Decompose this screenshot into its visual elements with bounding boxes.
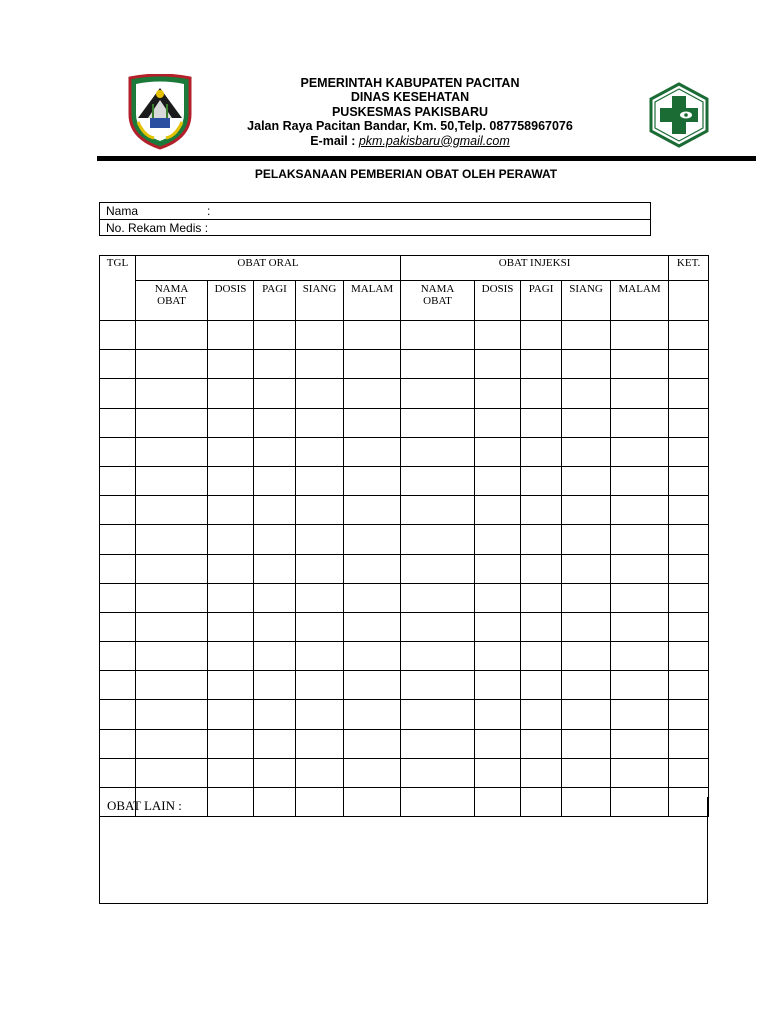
patient-info-box <box>99 202 651 236</box>
table-cell[interactable] <box>562 466 611 495</box>
table-cell[interactable] <box>611 496 669 525</box>
table-cell[interactable] <box>344 729 401 758</box>
table-cell[interactable] <box>100 379 136 408</box>
table-cell[interactable] <box>208 525 254 554</box>
table-cell[interactable] <box>401 583 475 612</box>
table-cell[interactable] <box>100 554 136 583</box>
table-cell[interactable] <box>611 612 669 641</box>
table-cell[interactable] <box>254 671 296 700</box>
email-label: E-mail : <box>310 133 359 148</box>
table-cell[interactable] <box>136 379 208 408</box>
table-cell[interactable] <box>669 321 709 350</box>
table-cell[interactable] <box>611 321 669 350</box>
table-cell[interactable] <box>521 525 562 554</box>
table-cell[interactable] <box>562 379 611 408</box>
table-cell[interactable] <box>208 408 254 437</box>
table-cell[interactable] <box>136 408 208 437</box>
table-row <box>100 612 709 641</box>
table-row <box>100 700 709 729</box>
table-cell[interactable] <box>475 408 521 437</box>
table-cell[interactable] <box>475 554 521 583</box>
table-cell[interactable] <box>208 729 254 758</box>
table-cell[interactable] <box>296 525 344 554</box>
table-cell[interactable] <box>344 437 401 466</box>
table-cell[interactable] <box>521 729 562 758</box>
table-cell[interactable] <box>208 671 254 700</box>
obat-lain-box[interactable] <box>99 797 708 904</box>
table-row <box>100 496 709 525</box>
header-email-line <box>200 134 620 148</box>
table-cell[interactable] <box>475 350 521 379</box>
table-cell[interactable] <box>136 612 208 641</box>
table-cell[interactable] <box>254 583 296 612</box>
table-cell[interactable] <box>669 525 709 554</box>
header-address: Jalan Raya Pacitan Bandar, Km. 50,Telp. 087758967076 <box>247 119 573 134</box>
kabupaten-emblem-icon <box>124 74 196 150</box>
table-cell[interactable] <box>296 642 344 671</box>
table-cell[interactable] <box>208 554 254 583</box>
header-department: DINAS KESEHATAN <box>350 90 470 105</box>
table-cell[interactable] <box>136 671 208 700</box>
table-cell[interactable] <box>669 612 709 641</box>
table-cell[interactable] <box>611 466 669 495</box>
table-cell[interactable] <box>296 554 344 583</box>
table-cell[interactable] <box>401 612 475 641</box>
table-cell[interactable] <box>254 700 296 729</box>
table-cell[interactable] <box>521 700 562 729</box>
table-cell[interactable] <box>296 321 344 350</box>
table-cell[interactable] <box>611 408 669 437</box>
table-cell[interactable] <box>296 758 344 787</box>
table-cell[interactable] <box>669 466 709 495</box>
table-cell[interactable] <box>562 758 611 787</box>
header-puskesmas: PUSKESMAS PAKISBARU <box>331 104 489 119</box>
table-cell[interactable] <box>401 496 475 525</box>
tgl-header: TGL <box>100 256 136 321</box>
table-cell[interactable] <box>100 321 136 350</box>
table-cell[interactable] <box>562 408 611 437</box>
table-cell[interactable] <box>344 350 401 379</box>
table-row <box>100 408 709 437</box>
table-cell[interactable] <box>100 758 136 787</box>
table-cell[interactable] <box>254 554 296 583</box>
puskesmas-cross-icon <box>646 82 712 148</box>
table-row <box>100 758 709 787</box>
table-cell[interactable] <box>521 437 562 466</box>
rekam-medis-row <box>100 219 650 236</box>
table-cell[interactable] <box>521 379 562 408</box>
table-cell[interactable] <box>669 700 709 729</box>
oral-siang-header: SIANG <box>296 281 344 321</box>
table-cell[interactable] <box>475 758 521 787</box>
table-cell[interactable] <box>344 408 401 437</box>
table-cell[interactable] <box>254 408 296 437</box>
table-cell[interactable] <box>296 671 344 700</box>
table-cell[interactable] <box>401 408 475 437</box>
table-cell[interactable] <box>296 379 344 408</box>
table-row <box>100 525 709 554</box>
table-cell[interactable] <box>475 642 521 671</box>
oral-malam-header: MALAM <box>344 281 401 321</box>
table-cell[interactable] <box>100 671 136 700</box>
table-cell[interactable] <box>254 642 296 671</box>
table-cell[interactable] <box>296 700 344 729</box>
injeksi-nama-obat-header: NAMA OBAT <box>401 281 475 321</box>
table-row <box>100 642 709 671</box>
table-cell[interactable] <box>562 583 611 612</box>
table-cell[interactable] <box>344 554 401 583</box>
obat-oral-header: OBAT ORAL <box>136 256 401 281</box>
table-cell[interactable] <box>100 642 136 671</box>
table-cell[interactable] <box>401 758 475 787</box>
table-cell[interactable] <box>611 437 669 466</box>
header-government: PEMERINTAH KABUPATEN PACITAN <box>300 76 520 90</box>
table-cell[interactable] <box>401 671 475 700</box>
table-cell[interactable] <box>296 408 344 437</box>
table-cell[interactable] <box>401 700 475 729</box>
table-cell[interactable] <box>611 642 669 671</box>
ket-header: KET. <box>669 256 709 281</box>
table-cell[interactable] <box>344 496 401 525</box>
table-cell[interactable] <box>521 642 562 671</box>
table-cell[interactable] <box>100 729 136 758</box>
table-cell[interactable] <box>136 729 208 758</box>
table-cell[interactable] <box>521 612 562 641</box>
table-cell[interactable] <box>254 612 296 641</box>
table-cell[interactable] <box>562 612 611 641</box>
table-cell[interactable] <box>254 350 296 379</box>
table-cell[interactable] <box>254 466 296 495</box>
table-cell[interactable] <box>344 642 401 671</box>
table-cell[interactable] <box>611 729 669 758</box>
table-cell[interactable] <box>208 583 254 612</box>
table-row <box>100 729 709 758</box>
table-cell[interactable] <box>254 729 296 758</box>
table-cell[interactable] <box>208 642 254 671</box>
table-cell[interactable] <box>611 583 669 612</box>
table-cell[interactable] <box>669 496 709 525</box>
table-cell[interactable] <box>254 496 296 525</box>
table-cell[interactable] <box>521 466 562 495</box>
table-cell[interactable] <box>521 583 562 612</box>
table-cell[interactable] <box>254 379 296 408</box>
table-cell[interactable] <box>562 729 611 758</box>
table-cell[interactable] <box>100 437 136 466</box>
table-cell[interactable] <box>344 700 401 729</box>
table-cell[interactable] <box>254 525 296 554</box>
injeksi-pagi-header: PAGI <box>521 281 562 321</box>
table-cell[interactable] <box>401 321 475 350</box>
table-cell[interactable] <box>136 642 208 671</box>
nama-label: Nama <box>106 204 139 218</box>
table-cell[interactable] <box>521 554 562 583</box>
table-cell[interactable] <box>401 554 475 583</box>
table-cell[interactable] <box>669 437 709 466</box>
table-cell[interactable] <box>562 350 611 379</box>
table-cell[interactable] <box>669 554 709 583</box>
table-cell[interactable] <box>475 729 521 758</box>
table-cell[interactable] <box>562 496 611 525</box>
table-cell[interactable] <box>401 642 475 671</box>
table-cell[interactable] <box>401 437 475 466</box>
table-cell[interactable] <box>208 466 254 495</box>
table-cell[interactable] <box>208 700 254 729</box>
table-cell[interactable] <box>475 437 521 466</box>
table-cell[interactable] <box>475 700 521 729</box>
table-cell[interactable] <box>254 321 296 350</box>
table-row <box>100 671 709 700</box>
obat-lain-label: OBAT LAIN : <box>107 798 182 813</box>
table-cell[interactable] <box>344 379 401 408</box>
nama-row <box>100 203 650 219</box>
table-cell[interactable] <box>344 758 401 787</box>
injeksi-siang-header: SIANG <box>562 281 611 321</box>
table-cell[interactable] <box>100 525 136 554</box>
table-cell[interactable] <box>562 554 611 583</box>
table-cell[interactable] <box>611 700 669 729</box>
email-link[interactable]: pkm.pakisbaru@gmail.com <box>358 133 510 148</box>
table-cell[interactable] <box>208 379 254 408</box>
table-cell[interactable] <box>521 671 562 700</box>
table-cell[interactable] <box>296 729 344 758</box>
table-row <box>100 379 709 408</box>
oral-pagi-header: PAGI <box>254 281 296 321</box>
table-cell[interactable] <box>401 466 475 495</box>
table-cell[interactable] <box>401 525 475 554</box>
table-cell[interactable] <box>611 671 669 700</box>
table-cell[interactable] <box>669 583 709 612</box>
table-cell[interactable] <box>344 321 401 350</box>
table-cell[interactable] <box>669 729 709 758</box>
table-cell[interactable] <box>611 758 669 787</box>
rekam-medis-label: No. Rekam Medis : <box>106 221 209 235</box>
table-row <box>100 554 709 583</box>
table-cell[interactable] <box>136 583 208 612</box>
table-cell[interactable] <box>475 379 521 408</box>
table-cell[interactable] <box>521 496 562 525</box>
oral-nama-obat-header: NAMA OBAT <box>136 281 208 321</box>
table-cell[interactable] <box>136 350 208 379</box>
table-cell[interactable] <box>208 437 254 466</box>
table-cell[interactable] <box>669 671 709 700</box>
table-cell[interactable] <box>475 612 521 641</box>
table-cell[interactable] <box>562 642 611 671</box>
table-cell[interactable] <box>296 583 344 612</box>
table-cell[interactable] <box>344 466 401 495</box>
table-row <box>100 321 709 350</box>
table-cell[interactable] <box>611 525 669 554</box>
table-row <box>100 350 709 379</box>
table-cell[interactable] <box>669 642 709 671</box>
table-cell[interactable] <box>401 729 475 758</box>
document-title: PELAKSANAAN PEMBERIAN OBAT OLEH PERAWAT <box>254 167 558 181</box>
table-cell[interactable] <box>100 700 136 729</box>
table-cell[interactable] <box>475 583 521 612</box>
table-cell[interactable] <box>562 671 611 700</box>
table-row <box>100 583 709 612</box>
table-cell[interactable] <box>475 466 521 495</box>
injeksi-malam-header: MALAM <box>611 281 669 321</box>
table-row <box>100 437 709 466</box>
table-cell[interactable] <box>136 525 208 554</box>
ket-subheader <box>669 281 709 321</box>
table-cell[interactable] <box>611 379 669 408</box>
table-cell[interactable] <box>521 350 562 379</box>
table-cell[interactable] <box>401 379 475 408</box>
table-cell[interactable] <box>254 437 296 466</box>
table-cell[interactable] <box>100 583 136 612</box>
table-cell[interactable] <box>296 350 344 379</box>
table-cell[interactable] <box>136 321 208 350</box>
table-cell[interactable] <box>611 554 669 583</box>
table-cell[interactable] <box>562 700 611 729</box>
table-cell[interactable] <box>208 350 254 379</box>
table-cell[interactable] <box>296 466 344 495</box>
injeksi-dosis-header: DOSIS <box>475 281 521 321</box>
table-cell[interactable] <box>475 671 521 700</box>
table-cell[interactable] <box>344 583 401 612</box>
oral-dosis-header: DOSIS <box>208 281 254 321</box>
nama-colon: : <box>207 204 211 218</box>
table-row <box>100 466 709 495</box>
table-cell[interactable] <box>296 437 344 466</box>
table-cell[interactable] <box>254 758 296 787</box>
table-cell[interactable] <box>669 350 709 379</box>
table-cell[interactable] <box>100 408 136 437</box>
table-cell[interactable] <box>208 321 254 350</box>
table-cell[interactable] <box>611 350 669 379</box>
table-cell[interactable] <box>136 496 208 525</box>
table-cell[interactable] <box>208 496 254 525</box>
medication-table <box>99 255 709 817</box>
table-cell[interactable] <box>521 408 562 437</box>
table-cell[interactable] <box>562 321 611 350</box>
table-cell[interactable] <box>100 466 136 495</box>
table-cell[interactable] <box>669 408 709 437</box>
table-cell[interactable] <box>521 321 562 350</box>
table-cell[interactable] <box>475 525 521 554</box>
table-cell[interactable] <box>475 496 521 525</box>
table-cell[interactable] <box>669 379 709 408</box>
table-cell[interactable] <box>136 554 208 583</box>
obat-injeksi-header: OBAT INJEKSI <box>401 256 669 281</box>
table-cell[interactable] <box>100 612 136 641</box>
table-cell[interactable] <box>475 321 521 350</box>
header-divider <box>97 156 756 161</box>
table-cell[interactable] <box>296 612 344 641</box>
table-cell[interactable] <box>344 671 401 700</box>
table-cell[interactable] <box>562 437 611 466</box>
table-cell[interactable] <box>136 437 208 466</box>
table-cell[interactable] <box>136 466 208 495</box>
table-cell[interactable] <box>100 496 136 525</box>
table-cell[interactable] <box>208 612 254 641</box>
table-cell[interactable] <box>208 758 254 787</box>
table-cell[interactable] <box>136 758 208 787</box>
table-cell[interactable] <box>669 758 709 787</box>
table-cell[interactable] <box>344 525 401 554</box>
table-cell[interactable] <box>136 700 208 729</box>
table-cell[interactable] <box>296 496 344 525</box>
table-cell[interactable] <box>401 350 475 379</box>
table-cell[interactable] <box>521 758 562 787</box>
table-cell[interactable] <box>562 525 611 554</box>
table-cell[interactable] <box>344 612 401 641</box>
letterhead <box>200 76 620 148</box>
table-cell[interactable] <box>100 350 136 379</box>
